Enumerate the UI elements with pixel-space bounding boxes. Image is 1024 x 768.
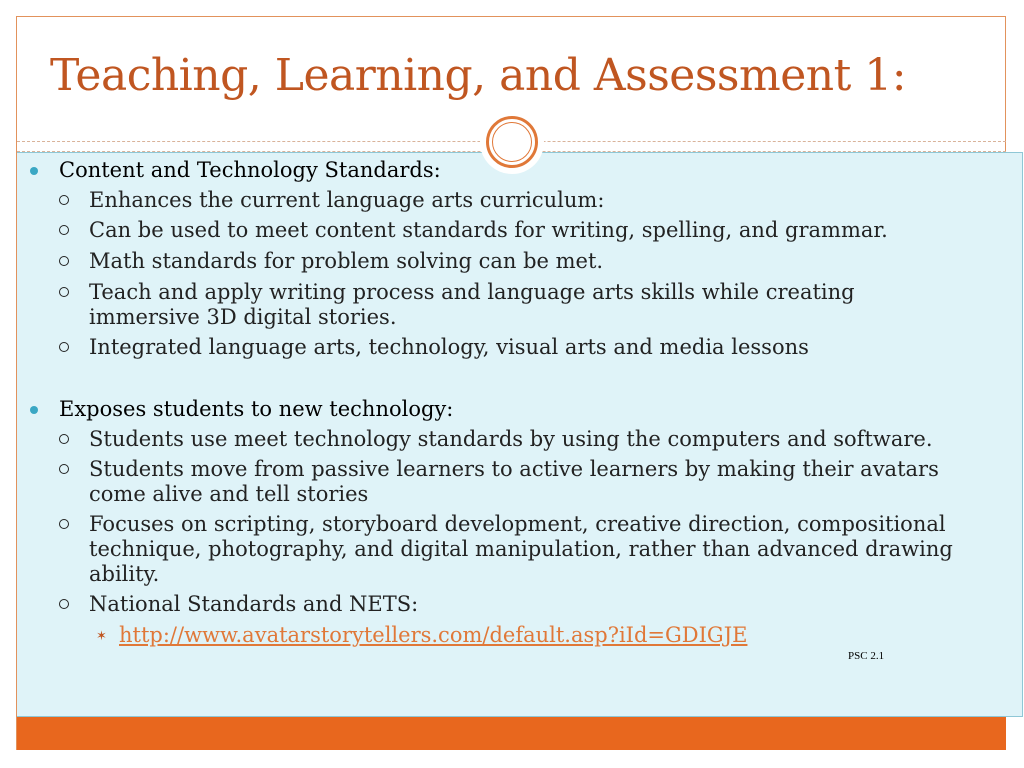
section-heading: Content and Technology Standards:	[59, 158, 441, 182]
bullet-dot-icon	[30, 406, 38, 414]
bullet-circle-icon	[59, 434, 69, 444]
list-item-continuation: immersive 3D digital stories.	[89, 305, 397, 329]
list-item-continuation: technique, photography, and digital manipulation, rather than advanced drawing	[89, 537, 953, 561]
bullet-circle-icon	[59, 225, 69, 235]
bullet-circle-icon	[59, 195, 69, 205]
bullet-circle-icon	[59, 519, 69, 529]
list-item: Focuses on scripting, storyboard development, creative direction, compositional	[89, 512, 946, 536]
bullet-circle-icon	[59, 342, 69, 352]
list-item: Students move from passive learners to active learners by making their avatars	[89, 457, 939, 481]
bullet-dot-icon	[30, 167, 38, 175]
avatar-storytellers-link[interactable]: http://www.avatarstorytellers.com/default.asp?iId=GDIGJE	[119, 623, 748, 647]
list-item-continuation: come alive and tell stories	[89, 482, 369, 506]
ring-ornament-inner	[492, 122, 532, 162]
bullet-circle-icon	[59, 464, 69, 474]
list-item: Enhances the current language arts curriculum:	[89, 188, 605, 212]
section-heading: Exposes students to new technology:	[59, 397, 454, 421]
list-item-continuation: ability.	[89, 562, 160, 586]
bullet-circle-icon	[59, 256, 69, 266]
footnote: PSC 2.1	[848, 650, 885, 662]
list-item: Can be used to meet content standards for writing, spelling, and grammar.	[89, 218, 888, 242]
slide-title: Teaching, Learning, and Assessment 1:	[50, 50, 907, 101]
list-item: Integrated language arts, technology, visual arts and media lessons	[89, 335, 809, 359]
list-item: Math standards for problem solving can be met.	[89, 249, 604, 273]
list-item: National Standards and NETS:	[89, 592, 419, 616]
list-item: Teach and apply writing process and language arts skills while creating	[89, 280, 855, 304]
footer-bar	[17, 717, 1006, 750]
bullet-circle-icon	[59, 287, 69, 297]
bullet-circle-icon	[59, 599, 69, 609]
list-item: Students use meet technology standards by using the computers and software.	[89, 427, 933, 451]
bullet-star-icon: ✶	[96, 629, 107, 644]
